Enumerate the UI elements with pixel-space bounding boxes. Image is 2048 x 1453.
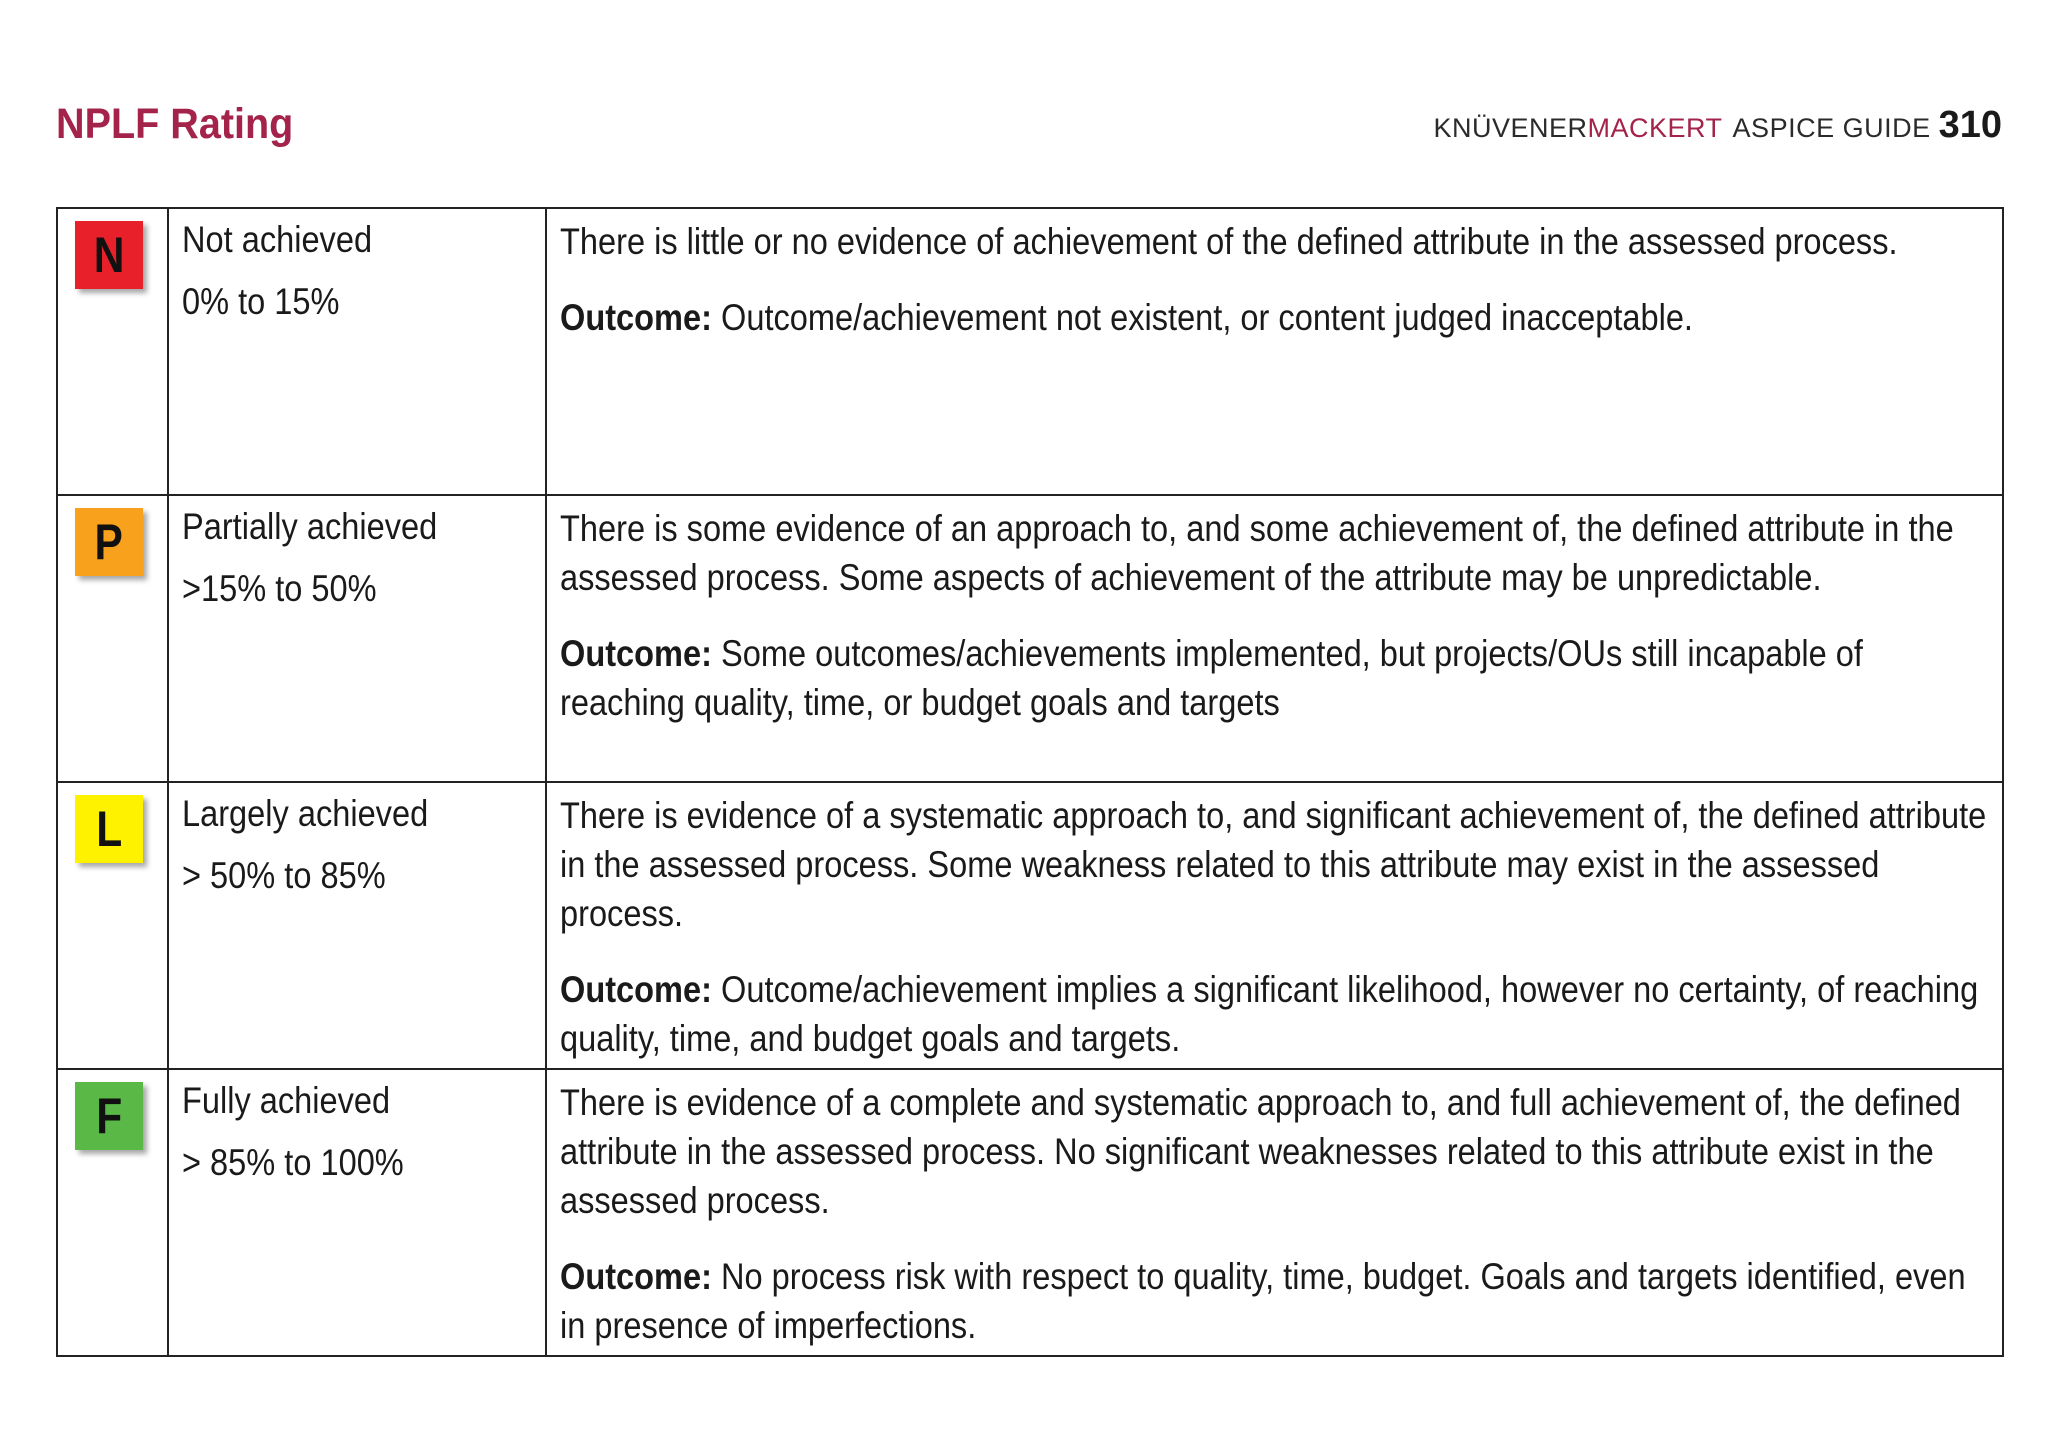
rating-row-f [57, 1069, 2003, 1356]
description-cell [546, 1069, 2003, 1356]
badge-cell [57, 208, 168, 495]
outcome-label: Outcome: [560, 297, 712, 338]
description-cell [546, 208, 2003, 495]
brand-name-part3: ASPICE GUIDE [1732, 113, 1931, 143]
rating-description: There is little or no evidence of achievement of the defined attribute in the assessed process. [560, 221, 1898, 262]
page-title: NPLF Rating [56, 100, 294, 148]
label-cell [168, 208, 546, 495]
rating-description: There is some evidence of an approach to, and some achievement of, the defined attribute in the assessed process. Some aspects of achievement of the attribute may be unpredictable. [560, 508, 1954, 598]
rating-range: >15% to 50% [182, 568, 377, 609]
description-cell [546, 495, 2003, 782]
rating-range: 0% to 15% [182, 281, 340, 322]
rating-row-n [57, 208, 2003, 495]
badge-letter: L [96, 801, 122, 857]
rating-outcome [560, 293, 1990, 342]
outcome-label: Outcome: [560, 969, 712, 1010]
description-cell [546, 782, 2003, 1069]
brand-name-part1: KNÜVENER [1433, 113, 1588, 143]
outcome-label: Outcome: [560, 633, 712, 674]
badge-letter: F [96, 1088, 122, 1144]
rating-outcome [560, 629, 1990, 727]
rating-label: Partially achieved [182, 506, 438, 547]
rating-description: There is evidence of a complete and systematic approach to, and full achievement of, the defined attribute in the assessed process. No significant weaknesses related to this attribute exist in the assessed process. [560, 1082, 1961, 1221]
rating-range: > 85% to 100% [182, 1142, 404, 1183]
rating-label: Not achieved [182, 219, 373, 260]
rating-badge-f [75, 1082, 143, 1150]
badge-cell [57, 495, 168, 782]
badge-cell [57, 1069, 168, 1356]
badge-letter: N [93, 227, 125, 283]
rating-outcome [560, 1252, 1990, 1350]
brand-name-part2: MACKERT [1587, 113, 1723, 143]
rating-description: There is evidence of a systematic approach to, and significant achievement of, the defined attribute in the assessed process. Some weakness related to this attribute may exist in the assessed process. [560, 795, 1987, 934]
label-cell [168, 1069, 546, 1356]
rating-range: > 50% to 85% [182, 855, 386, 896]
publisher-brand [1433, 104, 2002, 147]
rating-badge-n [75, 221, 143, 289]
outcome-text: No process risk with respect to quality, time, budget. Goals and targets identified, even in presence of imperfections. [560, 1256, 1966, 1346]
rating-label: Largely achieved [182, 793, 429, 834]
rating-badge-l [75, 795, 143, 863]
rating-label: Fully achieved [182, 1080, 391, 1121]
rating-badge-p [75, 508, 143, 576]
label-cell [168, 495, 546, 782]
outcome-text: Outcome/achievement not existent, or content judged inacceptable. [721, 297, 1693, 338]
rating-row-p [57, 495, 2003, 782]
outcome-text: Outcome/achievement implies a significant likelihood, however no certainty, of reaching quality, time, and budget goals and targets. [560, 969, 1979, 1059]
badge-letter: P [94, 514, 124, 570]
badge-cell [57, 782, 168, 1069]
rating-outcome [560, 965, 1990, 1063]
page-number: 310 [1938, 104, 2002, 146]
outcome-label: Outcome: [560, 1256, 712, 1297]
outcome-text: Some outcomes/achievements implemented, but projects/OUs still incapable of reaching quality, time, or budget goals and targets [560, 633, 1863, 723]
label-cell [168, 782, 546, 1069]
rating-row-l [57, 782, 2003, 1069]
nplf-rating-table [56, 207, 2004, 1357]
